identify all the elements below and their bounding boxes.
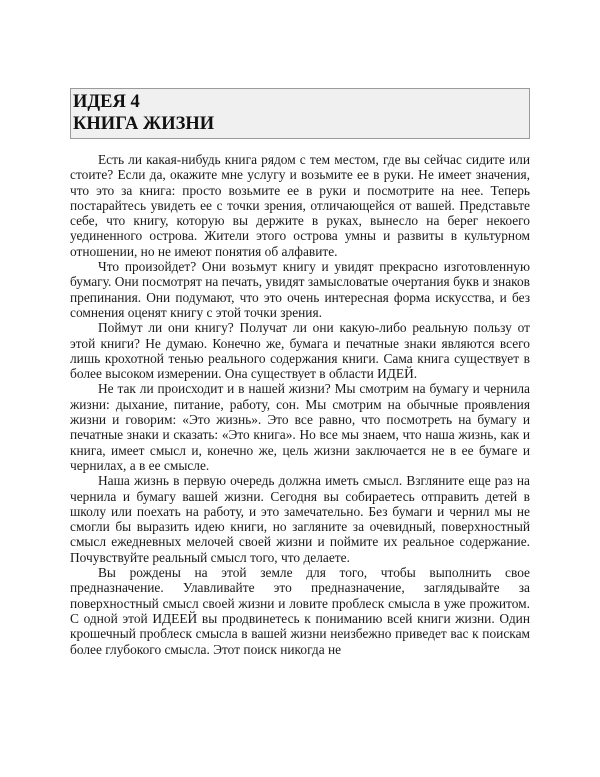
paragraph: Не так ли происходит и в нашей жизни? Мы смотрим на бумагу и чернила жизни: дыхание, питание, работу, сон. Мы смотрим на обычные проявления жизни и говорим: «Это жизнь». Это все равно, что посмотреть на бумагу и печатные знаки и сказать: «Это книга». Но все мы знаем, что наша жизнь, как и книга, имеет смысл и, конечно же, цель жизни заключается не в ее бумаге и чернилах, а в ее смысле. <box>70 381 530 473</box>
paragraph: Что произойдет? Они возьмут книгу и увидят прекрасно изготовленную бумагу. Они посмотрят на печать, увидят замысловатые очертания букв и знаков препинания. Они подумают, что это очень интересная форма искусства, и без сомнения оценят книгу с этой точки зрения. <box>70 259 530 320</box>
paragraph: Вы рождены на этой земле для того, чтобы выполнить свое предназначение. Улавливайте это предназначение, заглядывайте за поверхностный смысл своей жизни и ловите проблеск смысла в уже прожитом. С одной этой ИДЕЕЙ вы продвинетесь к пониманию всей книги жизни. Один крошечный проблеск смысла в вашей жизни неизбежно приведет вас к поискам более глубокого смысла. Этот поиск никогда не <box>70 565 530 657</box>
paragraph: Наша жизнь в первую очередь должна иметь смысл. Взгляните еще раз на чернила и бумагу вашей жизни. Сегодня вы собираетесь отправить детей в школу или поехать на работу, и это замечательно. Без бумаги и чернил мы не смогли бы выразить идею книги, но загляните за очевидный, поверхностный смысл ежедневных мелочей своей жизни и поймите их реальное содержание. Почувствуйте реальный смысл того, что делаете. <box>70 473 530 565</box>
paragraph: Есть ли какая-нибудь книга рядом с тем местом, где вы сейчас сидите или стоите? Если да, окажите мне услугу и возьмите ее в руки. Не имеет значения, что это за книга: просто возьмите ее в руки и посмотрите на нее. Теперь постарайтесь увидеть ее с точки зрения, отличающейся от вашей. Представьте себе, что книгу, которую вы держите в руках, вынесло на берег некоего уединенного острова. Жители этого острова умны и развиты в культурном отношении, но не имеют понятия об алфавите. <box>70 152 530 259</box>
document-page <box>70 88 530 657</box>
paragraph: Поймут ли они книгу? Получат ли они какую-либо реальную пользу от этой книги? Не думаю. Конечно же, бумага и печатные знаки являются всего лишь крохотной тенью реального содержания книги. Сама книга существует в более высоком измерении. Она существует в области ИДЕЙ. <box>70 320 530 382</box>
chapter-heading-box <box>70 88 530 139</box>
chapter-title: КНИГА ЖИЗНИ <box>73 114 215 134</box>
body-text <box>70 152 530 657</box>
chapter-number: ИДЕЯ 4 <box>73 92 140 112</box>
